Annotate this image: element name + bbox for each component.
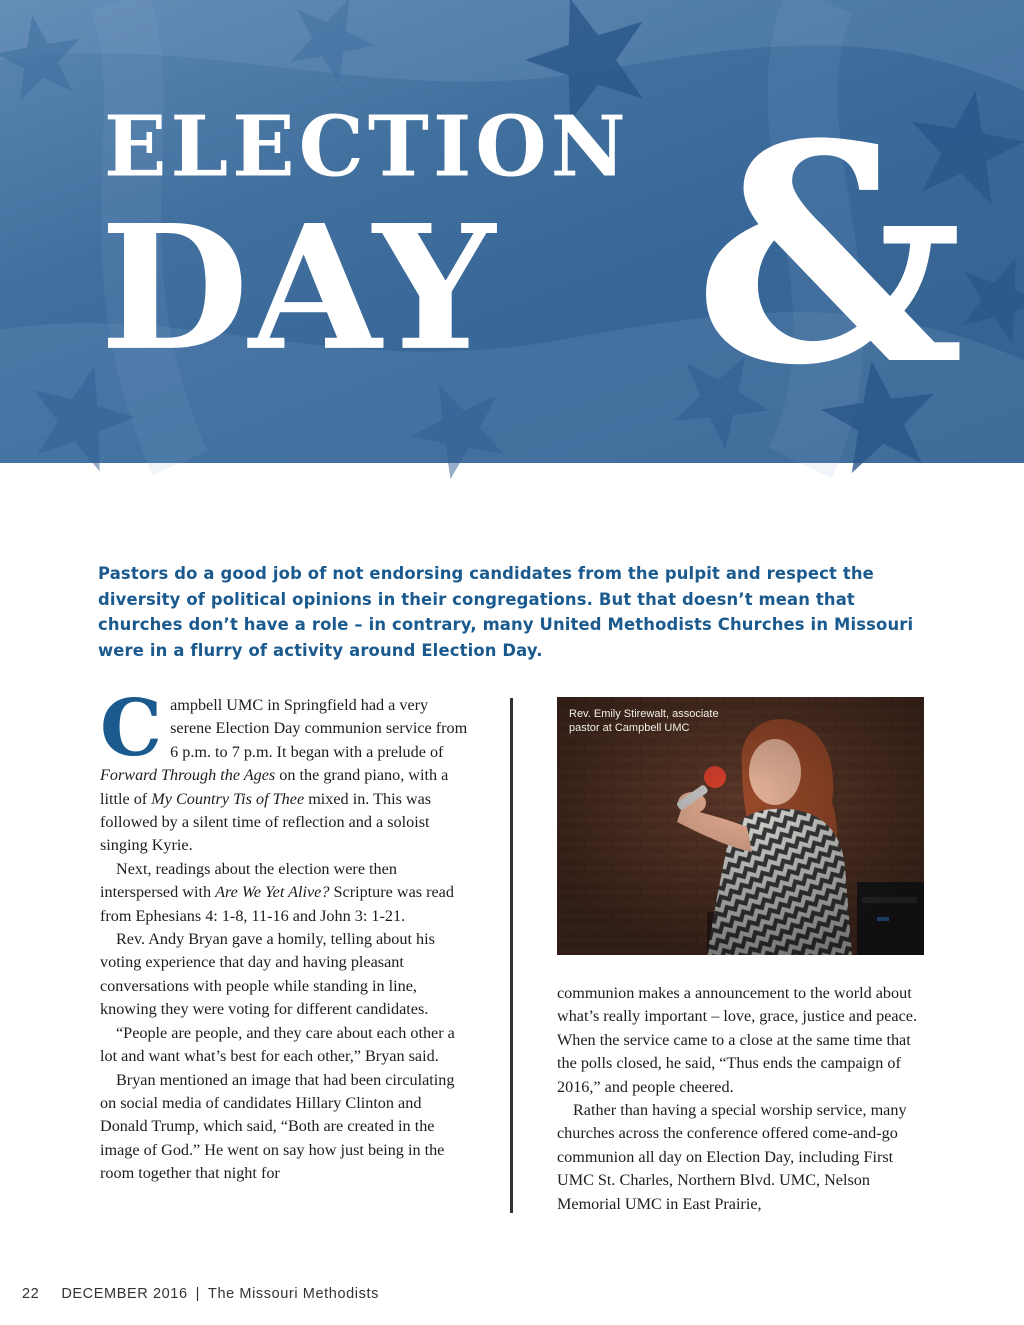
article-paragraph-5: Bryan mentioned an image that had been circulating on social media of candidates Hillary Clinton and Donald Trump, which said, “Both are created in the image of God.” He went on say how just being in the room together that night for <box>100 1070 455 1183</box>
issue-date: DECEMBER 2016 <box>61 1286 188 1302</box>
hymn-title-my-country: My Country Tis of Thee <box>151 789 305 808</box>
footer-separator: | <box>195 1286 200 1302</box>
article-paragraph-4: “People are people, and they care about each other a lot and want what’s best for each other,” Bryan said. <box>100 1023 455 1066</box>
paragraph-2-text-a: Next, readings about the election were then interspersed with <box>100 859 397 902</box>
headline-day: DAY <box>100 186 496 389</box>
headline-ampersand <box>694 78 965 431</box>
paragraph-2-text-b: Scripture was read from Ephesians 4: 1-8, 11-16 and John 3: 1-21. <box>100 883 454 925</box>
hymn-title-are-we-yet-alive: Are We Yet Alive? <box>215 883 330 902</box>
page-number: 22 <box>22 1286 40 1302</box>
headline-election: ELECTION <box>104 98 630 196</box>
drop-cap: C <box>100 683 163 774</box>
article-photo <box>557 697 924 955</box>
article-paragraph-6: communion makes a announcement to the world about what’s really important – love, grace, justice and peace. When the service came to a close at the same time that the polls closed, he said, “Thus ends the campaign of 2016,” and people cheered. <box>557 984 918 1096</box>
column-divider <box>510 698 513 1213</box>
photo-illustration <box>557 697 924 955</box>
article-column-right <box>557 982 927 1216</box>
article-paragraph-1 <box>100 683 468 858</box>
paragraph-1-text-c: mixed in. This was followed by a silent time of reflection and a soloist singing Kyrie. <box>100 789 432 855</box>
article-column-left <box>100 683 468 1186</box>
article-paragraph-7: Rather than having a special worship service, many churches across the conference offered come-and-go communion all day on Election Day, including First UMC St. Charles, Northern Blvd. UMC, Nelson Memorial UMC in East Prairie, <box>557 1101 907 1213</box>
paragraph-1-text-b: on the grand piano, with a little of <box>100 766 449 808</box>
paragraph-1-text-a: ampbell UMC in Springfield had a very serene Election Day communion service from 6 p.m. to 7 p.m. It began with a prelude of <box>170 696 468 761</box>
hymn-title-forward: Forward Through the Ages <box>100 766 276 785</box>
hero-banner <box>0 0 1024 463</box>
publication-name: The Missouri Methodists <box>207 1286 379 1302</box>
page-footer <box>22 1286 379 1302</box>
ampersand-glyph: & <box>694 78 965 431</box>
photo-caption: Rev. Emily Stirewalt, associate pastor at Campbell UMC <box>569 708 719 734</box>
article-paragraph-2 <box>100 858 468 928</box>
intro-deck: Pastors do a good job of not endorsing candidates from the pulpit and respect the diversity of political opinions in their congregations. But that doesn’t mean that churches don’t have a role – in contrary, many United Methodists Churches in Missouri were in a flurry of activity around Election Day. <box>98 564 914 660</box>
article-paragraph-3: Rev. Andy Bryan gave a homily, telling about his voting experience that day and having pleasant conversations with people while standing in line, knowing they were voting for different candidates. <box>100 930 435 1019</box>
